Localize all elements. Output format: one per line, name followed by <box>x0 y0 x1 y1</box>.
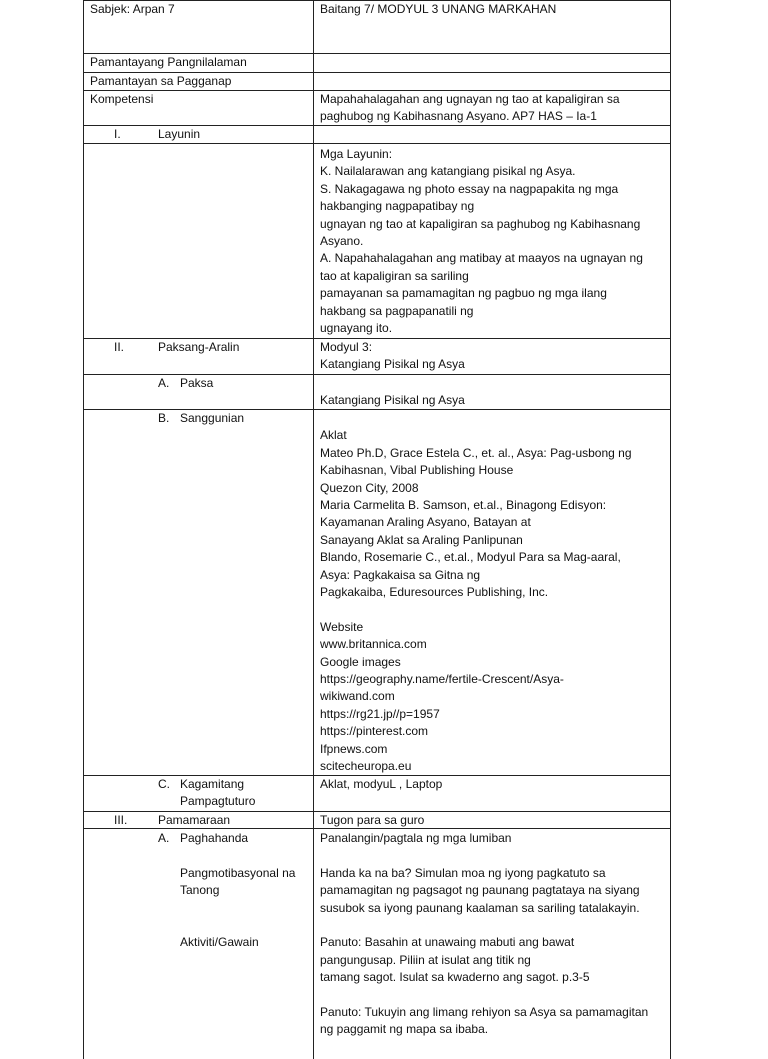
procedure-note: Tugon para sa guro <box>320 813 425 827</box>
preparation-line <box>320 847 665 864</box>
section-numeral: I. <box>114 127 121 141</box>
preparation-line: ng paggamit ng mapa sa ibaba. <box>320 1022 489 1037</box>
reference-line: Website <box>320 619 364 634</box>
references-row <box>83 410 671 776</box>
subsection-letter: C. <box>158 777 170 791</box>
module-line: Modyul 3: <box>320 340 373 354</box>
objectives-heading-value <box>314 126 671 143</box>
reference-line: Aklat <box>320 428 347 443</box>
topic-text <box>314 375 671 409</box>
materials-line: Aklat, modyuL , Laptop <box>320 777 443 791</box>
preparation-labels <box>180 830 310 952</box>
content-standard-label: Pamantayang Pangnilalaman <box>90 55 247 69</box>
reference-line: Google images <box>320 654 401 669</box>
materials-text <box>314 776 671 811</box>
competency-line: paghubog ng Kabihasnang Asyano. AP7 HAS – Ia-1 <box>320 109 597 124</box>
preparation-line: Panuto: Tukuyin ang limang rehiyon sa Asya sa pamamagitan <box>320 1005 649 1020</box>
topic-label-cell <box>83 375 314 409</box>
performance-standard-label: Pamantayan sa Pagganap <box>90 74 232 88</box>
competency-line: Mapahahalagahan ang ugnayan ng tao at kapaligiran sa <box>320 92 620 106</box>
objective-line: hakbanging nagpapatibay ng <box>320 199 475 214</box>
header-row <box>83 0 671 54</box>
performance-standard-row <box>83 73 671 91</box>
materials-label-line: Pampagtuturo <box>180 794 256 809</box>
reference-link: scitecheuropa.eu <box>320 759 412 774</box>
preparation-line: tamang sagot. Isulat sa kwaderno ang sagot. p.3-5 <box>320 970 590 985</box>
preparation-line: Handa ka na ba? Simulan moa ng iyong pagkatuto sa <box>320 865 606 880</box>
section-title: Layunin <box>158 127 201 141</box>
reference-line: Kayamanan Araling Asyano, Batayan at <box>320 515 531 530</box>
reference-link: www.britannica.com <box>320 637 427 652</box>
references-list <box>314 410 671 775</box>
reference-link: https://rg21.jp//p=1957 <box>320 706 440 721</box>
subsection-letter: B. <box>158 411 170 425</box>
subject-matter-heading-cell <box>83 339 314 374</box>
preparation-text <box>314 829 671 1059</box>
materials-row <box>83 776 671 812</box>
preparation-label-cell <box>83 829 314 1059</box>
subsection-label: Sanggunian <box>180 411 245 425</box>
topic-row <box>83 375 671 410</box>
objectives-heading-cell <box>83 126 314 143</box>
objective-line: ugnayan ng tao at kapaligiran sa paghubog ng Kabihasnang <box>320 216 641 231</box>
competency-label: Kompetensi <box>90 92 154 106</box>
preparation-row <box>83 829 671 1059</box>
reference-line: Asya: Pagkakaisa sa Gitna ng <box>320 567 481 582</box>
reference-link: wikiwand.com <box>320 689 395 704</box>
subsection-label: Paksa <box>180 376 214 390</box>
objective-line: S. Nakagagawa ng photo essay na nagpapakita ng mga <box>320 181 619 196</box>
content-standard-row <box>83 54 671 73</box>
competency-text <box>314 91 671 125</box>
preparation-line: Panuto: Basahin at unawaing mabuti ang bawat <box>320 935 575 950</box>
objective-line: Mga Layunin: <box>320 147 393 161</box>
reference-link: https://pinterest.com <box>320 724 429 739</box>
reference-line: Pagkakaiba, Eduresources Publishing, Inc. <box>320 585 549 600</box>
topic-line <box>320 375 665 392</box>
grade-cell <box>314 1 671 53</box>
reference-line: Sanayang Aklat sa Araling Panlipunan <box>320 532 523 547</box>
materials-label-line: Kagamitang <box>180 777 245 791</box>
procedure-heading-value <box>314 812 671 828</box>
objectives-left-cell <box>83 144 314 338</box>
preparation-line: susubok sa iyong paunang kaalaman sa sariling tatalakayin. <box>320 900 640 915</box>
reference-line: Mateo Ph.D, Grace Estela C., et. al., Asya: Pag-usbong ng <box>320 445 632 460</box>
reference-line: Quezon City, 2008 <box>320 480 419 495</box>
materials-label <box>180 776 310 811</box>
objectives-text <box>314 144 671 338</box>
subject-cell <box>83 1 314 53</box>
objective-line: pamayanan sa pamamagitan ng pagbuo ng mga ilang <box>320 286 607 301</box>
subject-matter-text <box>314 339 671 374</box>
objective-line: hakbang sa pagpapanatili ng <box>320 303 474 318</box>
objective-line: A. Napahahalagahan ang matibay at maayos na ugnayan ng <box>320 251 643 266</box>
preparation-line: pangungusap. Piliin at isulat ang titik ng <box>320 952 531 967</box>
materials-label-cell <box>83 776 314 811</box>
references-label-cell <box>83 410 314 775</box>
reference-line: Kabihasnan, Vibal Publishing House <box>320 463 514 478</box>
objective-line: tao at kapaligiran sa sariling <box>320 268 469 283</box>
preparation-label-line <box>180 917 310 934</box>
preparation-label-line <box>180 847 310 864</box>
subject-label: Sabjek: Arpan 7 <box>90 2 175 16</box>
procedure-heading-cell <box>83 812 314 828</box>
reference-link: https://geography.name/fertile-Crescent/Asya- <box>320 672 564 687</box>
subsection-letter: A. <box>158 376 170 390</box>
objectives-heading-row <box>83 126 671 144</box>
section-numeral: III. <box>114 813 128 827</box>
module-line: Katangiang Pisikal ng Asya <box>320 357 465 372</box>
objectives-row <box>83 144 671 339</box>
preparation-line: Panalangin/pagtala ng mga lumiban <box>320 831 512 845</box>
performance-standard-cell <box>83 73 314 90</box>
preparation-label-line: Pangmotibasyonal na <box>180 865 296 880</box>
section-numeral: II. <box>114 340 125 354</box>
preparation-label-line: Aktiviti/Gawain <box>180 935 259 950</box>
performance-standard-value <box>314 73 671 90</box>
lesson-plan-table <box>83 0 671 1059</box>
reference-link: Ifpnews.com <box>320 741 388 756</box>
procedure-heading-row <box>83 812 671 829</box>
grade-label: Baitang 7/ MODYUL 3 UNANG MARKAHAN <box>320 2 557 16</box>
preparation-label-line: Tanong <box>180 883 220 898</box>
section-title: Pamamaraan <box>158 813 231 827</box>
reference-line <box>320 410 665 427</box>
objective-line: Asyano. <box>320 234 364 249</box>
competency-row <box>83 91 671 126</box>
preparation-line: pamamagitan ng pagsagot ng paunang pagtataya na siyang <box>320 883 640 898</box>
topic-line: Katangiang Pisikal ng Asya <box>320 393 465 408</box>
objective-line: ugnayang ito. <box>320 321 393 336</box>
content-standard-value <box>314 54 671 72</box>
preparation-line <box>320 917 665 934</box>
competency-cell <box>83 91 314 125</box>
subsection-letter: A. <box>158 831 170 845</box>
preparation-line <box>320 987 665 1004</box>
reference-line <box>320 601 665 618</box>
reference-line: Blando, Rosemarie C., et.al., Modyul Para sa Mag-aaral, <box>320 550 621 565</box>
preparation-label-line <box>180 900 310 917</box>
preparation-label-line: Paghahanda <box>180 831 249 845</box>
subject-matter-row <box>83 339 671 375</box>
content-standard-cell <box>83 54 314 72</box>
objective-line: K. Nailalarawan ang katangiang pisikal ng Asya. <box>320 164 576 179</box>
section-title: Paksang-Aralin <box>158 340 240 354</box>
reference-line: Maria Carmelita B. Samson, et.al., Binagong Edisyon: <box>320 498 607 513</box>
